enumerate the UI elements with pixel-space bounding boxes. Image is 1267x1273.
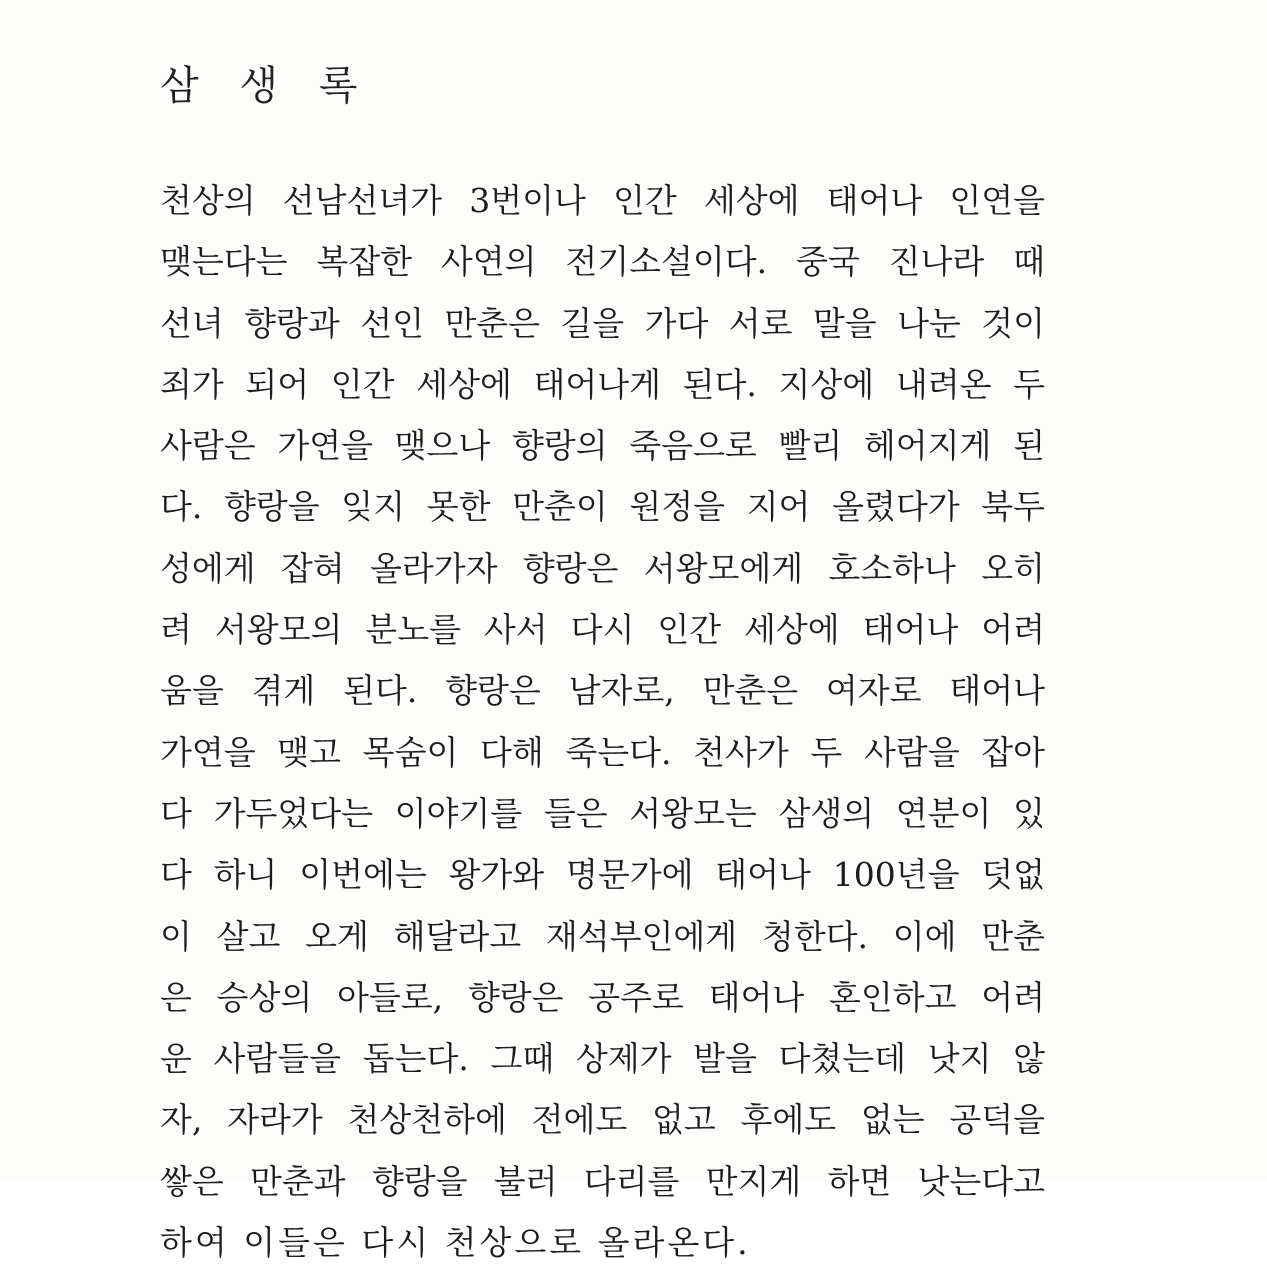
text-line: 운 사람들을 돕는다. 그때 상제가 발을 다쳤는데 낫지 않 — [160, 1039, 1045, 1079]
text-line: 자, 자라가 천상천하에 전에도 없고 후에도 없는 공덕을 — [160, 1100, 1045, 1140]
text-line: 천상의 선남선녀가 3번이나 인간 세상에 태어나 인연을 — [160, 181, 1045, 220]
text-line: 다 하니 이번에는 왕가와 명문가에 태어나 100년을 덧없 — [160, 855, 1045, 895]
document-title: 삼 생 록 — [160, 63, 372, 109]
text-line: 다. 향랑을 잊지 못한 만춘이 원정을 지어 올렸다가 북두 — [160, 487, 1045, 527]
body-paragraph — [160, 170, 1045, 1273]
text-line: 죄가 되어 인간 세상에 태어나게 된다. 지상에 내려온 두 — [160, 364, 1045, 404]
text-line: 려 서왕모의 분노를 사서 다시 인간 세상에 태어나 어려 — [160, 610, 1045, 650]
text-line: 사람은 가연을 맺으나 향랑의 죽음으로 빨리 헤어지게 된 — [160, 426, 1045, 466]
text-line: 이 살고 오게 해달라고 재석부인에게 청한다. 이에 만춘 — [160, 916, 1045, 956]
text-line: 움을 겪게 된다. 향랑은 남자로, 만춘은 여자로 태어나 — [160, 671, 1045, 711]
text-line: 가연을 맺고 목숨이 다해 죽는다. 천사가 두 사람을 잡아 — [160, 732, 1045, 772]
text-line: 선녀 향랑과 선인 만춘은 길을 가다 서로 말을 나눈 것이 — [160, 303, 1045, 343]
text-line: 다 가두었다는 이야기를 들은 서왕모는 삼생의 연분이 있 — [160, 793, 1045, 833]
text-line-last: 하여 이들은 다시 천상으로 올라온다. — [160, 1223, 751, 1263]
text-line: 쌓은 만춘과 향랑을 불러 다리를 만지게 하면 낫는다고 — [160, 1161, 1045, 1201]
text-line: 성에게 잡혀 올라가자 향랑은 서왕모에게 호소하나 오히 — [160, 548, 1045, 588]
text-line: 은 승상의 아들로, 향랑은 공주로 태어나 혼인하고 어려 — [160, 977, 1045, 1017]
text-line: 맺는다는 복잡한 사연의 전기소설이다. 중국 진나라 때 — [160, 242, 1045, 282]
